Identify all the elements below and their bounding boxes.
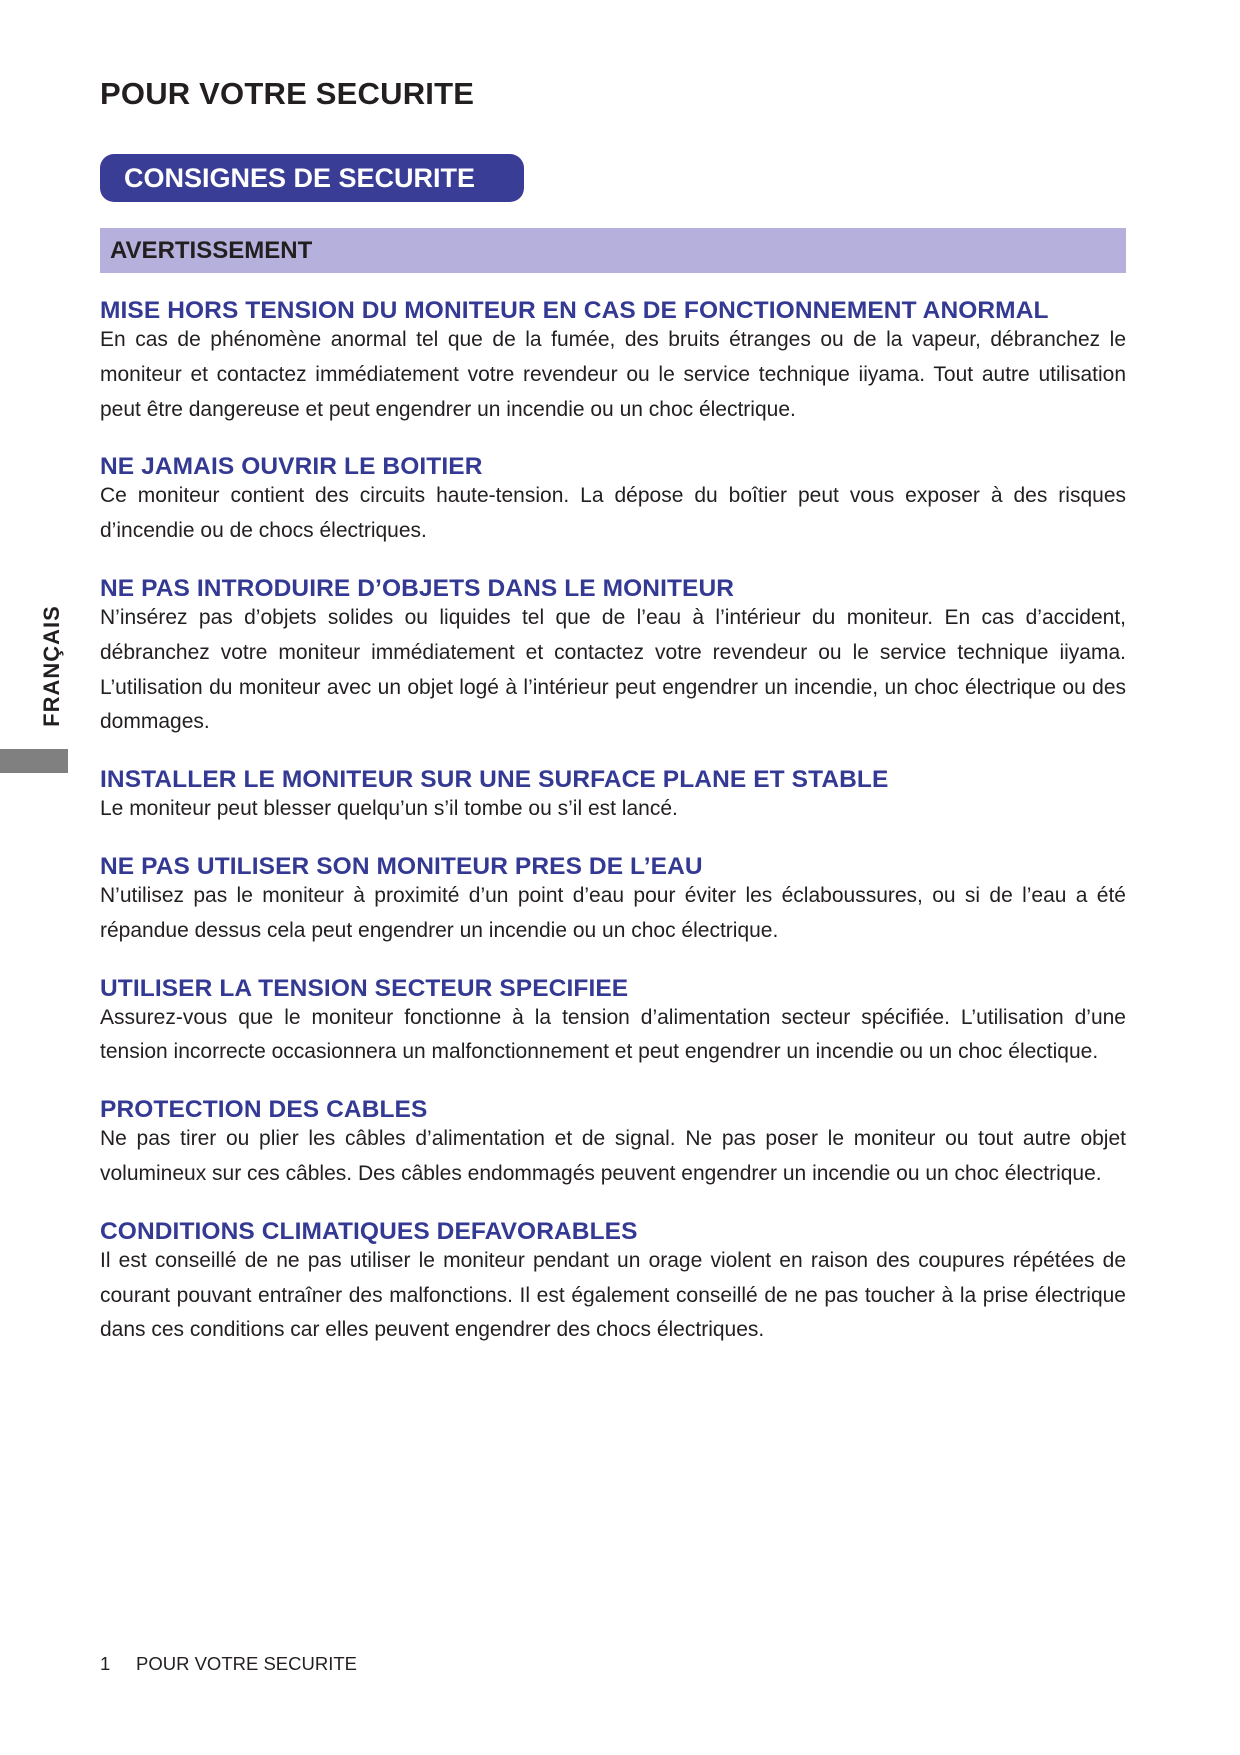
safety-item-body: N’insérez pas d’objets solides ou liquides tel que de l’eau à l’intérieur du moniteur. En cas d’accident, débranchez votre moniteur immédiatement et contactez votre revendeur ou le service technique iiyama. L’utilisation du moniteur avec un objet logé à l’intérieur peut engendrer un incendie, un choc électrique ou des dommages.	[100, 605, 1126, 734]
safety-item-body: Ce moniteur contient des circuits haute-tension. La dépose du boîtier peut vous exposer à des risques d’incendie ou de chocs électriques.	[100, 484, 1126, 543]
safety-item-heading: NE PAS UTILISER SON MONITEUR PRES DE L’EAU	[100, 852, 703, 880]
page-footer	[100, 1653, 357, 1675]
page-number: 1	[100, 1653, 111, 1674]
safety-instructions	[100, 293, 1126, 1370]
language-side-label-text: FRANÇAIS	[39, 605, 64, 727]
safety-item	[100, 293, 1126, 427]
safety-item	[100, 762, 1126, 827]
safety-item-heading: PROTECTION DES CABLES	[100, 1096, 428, 1124]
safety-item-body: Ne pas tirer ou plier les câbles d’alimentation et de signal. Ne pas poser le moniteur ou tout autre objet volumineux sur ces câbles. Des câbles endommagés peuvent engendrer un incendie ou un choc électrique.	[100, 1127, 1126, 1185]
safety-item-body: Le moniteur peut blesser quelqu’un s’il tombe ou s’il est lancé.	[100, 797, 678, 821]
language-side-label	[40, 596, 64, 736]
safety-item-heading: CONDITIONS CLIMATIQUES DEFAVORABLES	[100, 1217, 638, 1245]
safety-item	[100, 571, 1126, 740]
safety-item-heading: INSTALLER LE MONITEUR SUR UNE SURFACE PLANE ET STABLE	[100, 766, 889, 794]
footer-label: POUR VOTRE SECURITE	[136, 1653, 357, 1674]
safety-item-heading: UTILISER LA TENSION SECTEUR SPECIFIEE	[100, 974, 629, 1002]
safety-item	[100, 1092, 1126, 1192]
safety-item-heading: MISE HORS TENSION DU MONITEUR EN CAS DE FONCTIONNEMENT ANORMAL	[100, 297, 1049, 324]
safety-item	[100, 449, 1126, 549]
safety-item	[100, 849, 1126, 949]
safety-item-body: En cas de phénomène anormal tel que de la fumée, des bruits étranges ou de la vapeur, débranchez le moniteur et contactez immédiatement votre revendeur ou le service technique iiyama. Tout autre utilisation peut être dangereuse et peut engendrer un incendie ou un choc électrique.	[100, 328, 1126, 421]
warning-banner: AVERTISSEMENT	[100, 228, 1126, 273]
safety-item-body: Assurez-vous que le moniteur fonctionne à la tension d’alimentation secteur spécifiée. L’utilisation d’une tension incorrecte occasionnera un malfonctionnement et peut engendrer un incendie ou un choc électique.	[100, 1005, 1126, 1064]
safety-item-heading: NE PAS INTRODUIRE D’OBJETS DANS LE MONITEUR	[100, 574, 735, 602]
safety-item-body: Il est conseillé de ne pas utiliser le moniteur pendant un orage violent en raison des coupures répétées de courant pouvant entraîner des malfonctions. Il est également conseillé de ne pas toucher à la prise électrique dans ces conditions car elles peuvent engendrer des chocs électriques.	[100, 1248, 1126, 1342]
page-title: POUR VOTRE SECURITE	[100, 76, 475, 111]
safety-item-body: N’utilisez pas le moniteur à proximité d’un point d’eau pour éviter les éclaboussures, ou si de l’eau a été répandue dessus cela peut engendrer un incendie ou un choc électrique.	[100, 883, 1126, 942]
section-title-badge: CONSIGNES DE SECURITE	[100, 154, 524, 202]
safety-item	[100, 971, 1126, 1071]
safety-item	[100, 1214, 1126, 1348]
safety-item-heading: NE JAMAIS OUVRIR LE BOITIER	[100, 453, 483, 481]
language-tab-marker	[0, 749, 68, 773]
